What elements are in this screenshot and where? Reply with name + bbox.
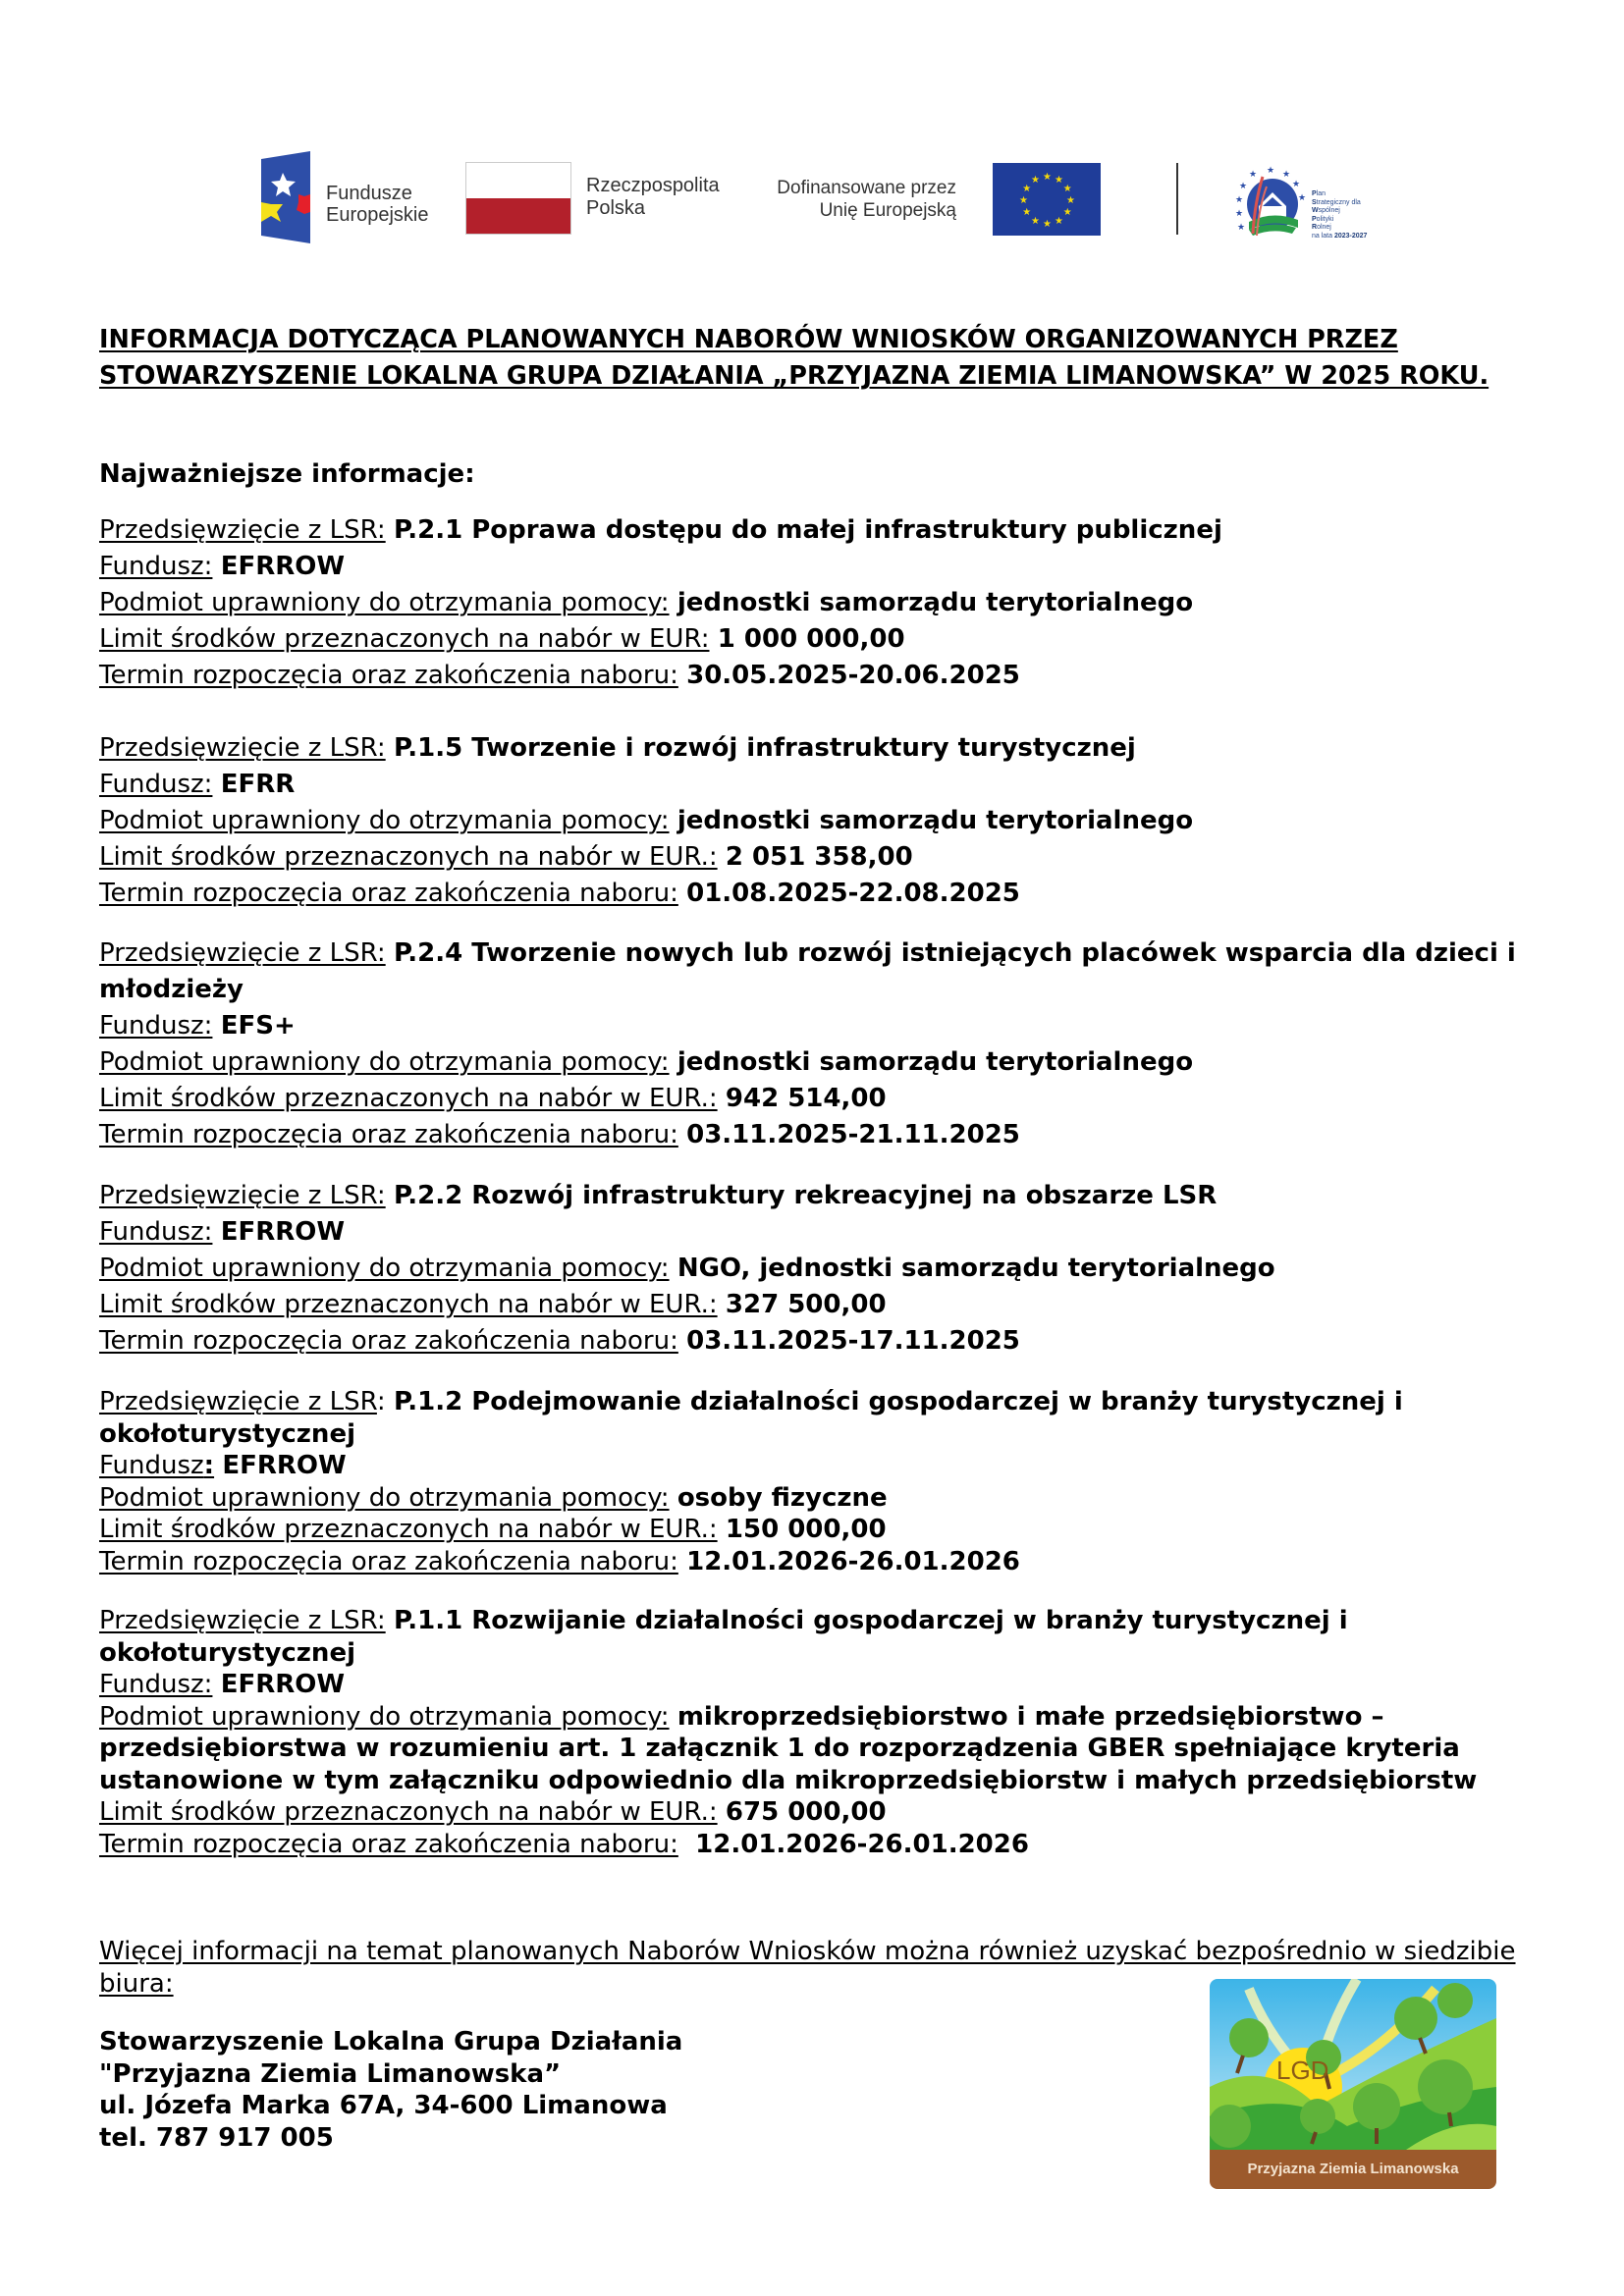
limit-value: 1 000 000,00 bbox=[717, 624, 905, 654]
podmiot-value: mikroprzedsiębiorstwo i małe przedsiębiorstwo – przedsiębiorstwa w rozumieniu art. 1 załącznik 1 do rozporządzenia GBER spełniające kryteria ustanowione w tym załączniku odpowiednio dla mikroprzedsiębiorstw i małych przedsiębiorstw bbox=[99, 1701, 1478, 1795]
przedsiewziecie-colon: : bbox=[376, 1387, 386, 1416]
lgd-letters: LGD bbox=[1276, 2056, 1329, 2085]
contact-block bbox=[99, 2026, 682, 2154]
contact-organization: Stowarzyszenie Lokalna Grupa Działania bbox=[99, 2027, 683, 2056]
termin-label: Termin rozpoczęcia oraz zakończenia naboru: bbox=[99, 1326, 678, 1356]
fundusz-colon: : bbox=[203, 1451, 215, 1480]
przedsiewziecie-label: Przedsięwzięcie z LSR: bbox=[99, 938, 386, 968]
svg-text:★: ★ bbox=[1282, 170, 1291, 180]
recruitment-section bbox=[99, 935, 1533, 1153]
svg-text:★: ★ bbox=[1235, 195, 1244, 205]
przedsiewziecie-value: P.2.4 Tworzenie nowych lub rozwój istniejących placówek wsparcia dla dzieci i młodzieży bbox=[99, 938, 1516, 1004]
termin-label: Termin rozpoczęcia oraz zakończenia naboru: bbox=[99, 879, 678, 908]
przedsiewziecie-label: Przedsięwzięcie z LSR: bbox=[99, 1606, 386, 1635]
fundusz-value: EFRROW bbox=[220, 552, 346, 581]
termin-value: 12.01.2026-26.01.2026 bbox=[686, 1829, 1029, 1859]
fundusze-line1: Fundusze bbox=[326, 183, 412, 204]
eu-star-icon: ★ bbox=[1022, 207, 1032, 218]
fundusz-value: EFRROW bbox=[220, 1670, 346, 1699]
recruitment-section bbox=[99, 730, 1533, 912]
przedsiewziecie-value: P.1.2 Podejmowanie działalności gospodarczej w branży turystycznej i okołoturystycznej bbox=[99, 1387, 1403, 1449]
podmiot-value: osoby fizyczne bbox=[677, 1482, 888, 1513]
fundusz-label: Fundusz: bbox=[99, 1217, 213, 1247]
eu-star-icon: ★ bbox=[1019, 195, 1028, 206]
ps-line: Plan bbox=[1312, 190, 1326, 197]
recruitment-section bbox=[99, 1605, 1533, 1860]
limit-value: 942 514,00 bbox=[725, 1084, 887, 1113]
svg-text:★: ★ bbox=[1235, 209, 1244, 219]
contact-organization-name: "Przyjazna Ziemia Limanowska” bbox=[99, 2058, 562, 2089]
eu-star-icon: ★ bbox=[1066, 195, 1075, 206]
fundusz-label: Fundusz: bbox=[99, 770, 213, 799]
lgd-logo-icon bbox=[1210, 1979, 1496, 2189]
przedsiewziecie-value: P.1.5 Tworzenie i rozwój infrastruktury turystycznej bbox=[393, 733, 1136, 763]
przedsiewziecie-label: Przedsięwzięcie z LSR bbox=[99, 1387, 377, 1416]
podmiot-label: Podmiot uprawniony do otrzymania pomocy: bbox=[99, 1254, 670, 1283]
limit-value: 150 000,00 bbox=[725, 1515, 887, 1544]
lgd-band-text: Przyjazna Ziemia Limanowska bbox=[1210, 2150, 1496, 2189]
eu-star-icon: ★ bbox=[1043, 219, 1052, 230]
ps-line: Polityki bbox=[1312, 215, 1334, 223]
limit-label: Limit środków przeznaczonych na nabór w EUR.: bbox=[99, 1797, 718, 1827]
przedsiewziecie-label: Przedsięwzięcie z LSR: bbox=[99, 1181, 386, 1210]
svg-text:★: ★ bbox=[1298, 193, 1307, 203]
podmiot-label: Podmiot uprawniony do otrzymania pomocy: bbox=[99, 1701, 670, 1732]
limit-label: Limit środków przeznaczonych na nabór w EUR.: bbox=[99, 1290, 718, 1319]
svg-text:★: ★ bbox=[1267, 166, 1275, 176]
fundusz-label: Fundusz: bbox=[99, 552, 213, 581]
eu-star-icon: ★ bbox=[1022, 184, 1032, 194]
limit-value: 2 051 358,00 bbox=[725, 842, 913, 872]
page-subtitle: Najważniejsze informacje: bbox=[99, 459, 475, 489]
svg-text:★: ★ bbox=[1239, 182, 1248, 191]
page-title: INFORMACJA DOTYCZĄCA PLANOWANYCH NABORÓW WNIOSKÓW ORGANIZOWANYCH PRZEZ STOWARZYSZENIE LOKALNA GRUPA DZIAŁANIA „PRZYJAZNA ZIEMIA LIMANOWSKA” W 2025 ROKU. bbox=[99, 325, 1489, 391]
eu-star-icon: ★ bbox=[1062, 207, 1072, 218]
recruitment-section bbox=[99, 512, 1533, 694]
svg-text:★: ★ bbox=[1237, 223, 1246, 233]
termin-label: Termin rozpoczęcia oraz zakończenia naboru: bbox=[99, 1829, 678, 1859]
eu-cofinancing-text bbox=[774, 177, 956, 222]
fundusz-value: EFRROW bbox=[222, 1451, 347, 1480]
termin-value: 03.11.2025-17.11.2025 bbox=[686, 1326, 1020, 1356]
contact-phone: tel. 787 917 005 bbox=[99, 2122, 334, 2153]
contact-address: ul. Józefa Marka 67A, 34-600 Limanowa bbox=[99, 2091, 668, 2120]
fundusz-value: EFS+ bbox=[220, 1011, 296, 1041]
przedsiewziecie-label: Przedsięwzięcie z LSR: bbox=[99, 733, 386, 763]
termin-value: 30.05.2025-20.06.2025 bbox=[686, 661, 1020, 690]
termin-value: 01.08.2025-22.08.2025 bbox=[686, 879, 1020, 908]
eu-star-icon: ★ bbox=[1031, 175, 1040, 187]
przedsiewziecie-label: Przedsięwzięcie z LSR: bbox=[99, 515, 386, 545]
eu-star-icon: ★ bbox=[1055, 175, 1063, 187]
rzeczpospolita-text bbox=[586, 175, 720, 220]
eu-star-icon: ★ bbox=[1055, 215, 1063, 227]
polish-flag-icon bbox=[465, 162, 571, 235]
podmiot-value: jednostki samorządu terytorialnego bbox=[677, 806, 1194, 835]
ps-line: Wspólnej bbox=[1312, 207, 1340, 214]
podmiot-value: jednostki samorządu terytorialnego bbox=[677, 588, 1194, 617]
przedsiewziecie-value: P.2.1 Poprawa dostępu do małej infrastruktury publicznej bbox=[393, 515, 1222, 545]
ps-line: Rolnej bbox=[1312, 224, 1331, 231]
eu-star-icon: ★ bbox=[1062, 184, 1072, 194]
podmiot-label: Podmiot uprawniony do otrzymania pomocy: bbox=[99, 1047, 670, 1077]
svg-text:★: ★ bbox=[1249, 170, 1258, 180]
termin-label: Termin rozpoczęcia oraz zakończenia naboru: bbox=[99, 1546, 678, 1576]
przedsiewziecie-value: P.1.1 Rozwijanie działalności gospodarczej w branży turystycznej i okołoturystycznej bbox=[99, 1606, 1348, 1668]
eu-line1: Dofinansowane przez bbox=[777, 178, 956, 198]
ps-line: Strategiczny dla bbox=[1312, 198, 1361, 206]
fundusz-value: EFRROW bbox=[220, 1217, 346, 1247]
logo-separator bbox=[1176, 163, 1178, 235]
fundusz-label: Fundusz: bbox=[99, 1011, 213, 1041]
limit-label: Limit środków przeznaczonych na nabór w EUR.: bbox=[99, 1084, 718, 1113]
rzeczpospolita-line2: Polska bbox=[586, 197, 646, 219]
limit-value: 675 000,00 bbox=[725, 1797, 887, 1827]
podmiot-value: jednostki samorządu terytorialnego bbox=[677, 1047, 1194, 1077]
limit-label: Limit środków przeznaczonych na nabór w EUR.: bbox=[99, 1515, 718, 1544]
fundusz-value: EFRR bbox=[220, 770, 296, 799]
podmiot-label: Podmiot uprawniony do otrzymania pomocy: bbox=[99, 806, 670, 835]
eu-star-icon: ★ bbox=[1043, 172, 1052, 183]
limit-label: Limit środków przeznaczonych na nabór w EUR.: bbox=[99, 842, 718, 872]
podmiot-label: Podmiot uprawniony do otrzymania pomocy: bbox=[99, 1482, 670, 1513]
eu-flag-icon bbox=[993, 163, 1101, 236]
recruitment-section bbox=[99, 1386, 1533, 1577]
rzeczpospolita-line1: Rzeczpospolita bbox=[586, 175, 720, 196]
fundusze-europejskie-logo-icon bbox=[261, 151, 310, 243]
eu-star-icon: ★ bbox=[1031, 215, 1040, 227]
plan-strategiczny-text bbox=[1312, 190, 1367, 240]
fundusze-europejskie-text bbox=[326, 183, 429, 226]
termin-value: 03.11.2025-21.11.2025 bbox=[686, 1120, 1020, 1149]
limit-value: 327 500,00 bbox=[725, 1290, 887, 1319]
podmiot-value: NGO, jednostki samorządu terytorialnego bbox=[677, 1254, 1275, 1283]
recruitment-section bbox=[99, 1178, 1533, 1360]
termin-label: Termin rozpoczęcia oraz zakończenia naboru: bbox=[99, 661, 678, 690]
termin-value: 12.01.2026-26.01.2026 bbox=[686, 1546, 1020, 1576]
termin-label: Termin rozpoczęcia oraz zakończenia naboru: bbox=[99, 1120, 678, 1149]
przedsiewziecie-value: P.2.2 Rozwój infrastruktury rekreacyjnej na obszarze LSR bbox=[393, 1181, 1218, 1210]
limit-label: Limit środków przeznaczonych na nabór w EUR: bbox=[99, 624, 710, 654]
footer-note: Więcej informacji na temat planowanych Naborów Wniosków można również uzyskać bezpośrednio w siedzibie biura: bbox=[99, 1937, 1516, 1999]
ps-line: na lata 2023-2027 bbox=[1312, 232, 1368, 240]
fundusze-line2: Europejskie bbox=[326, 204, 429, 226]
plan-strategiczny-logo-icon bbox=[1231, 163, 1320, 241]
fundusz-label: Fundusz bbox=[99, 1451, 204, 1480]
svg-text:★: ★ bbox=[1292, 180, 1301, 189]
eu-line2: Unię Europejską bbox=[819, 200, 956, 221]
podmiot-label: Podmiot uprawniony do otrzymania pomocy: bbox=[99, 588, 670, 617]
fundusz-label: Fundusz: bbox=[99, 1670, 213, 1699]
